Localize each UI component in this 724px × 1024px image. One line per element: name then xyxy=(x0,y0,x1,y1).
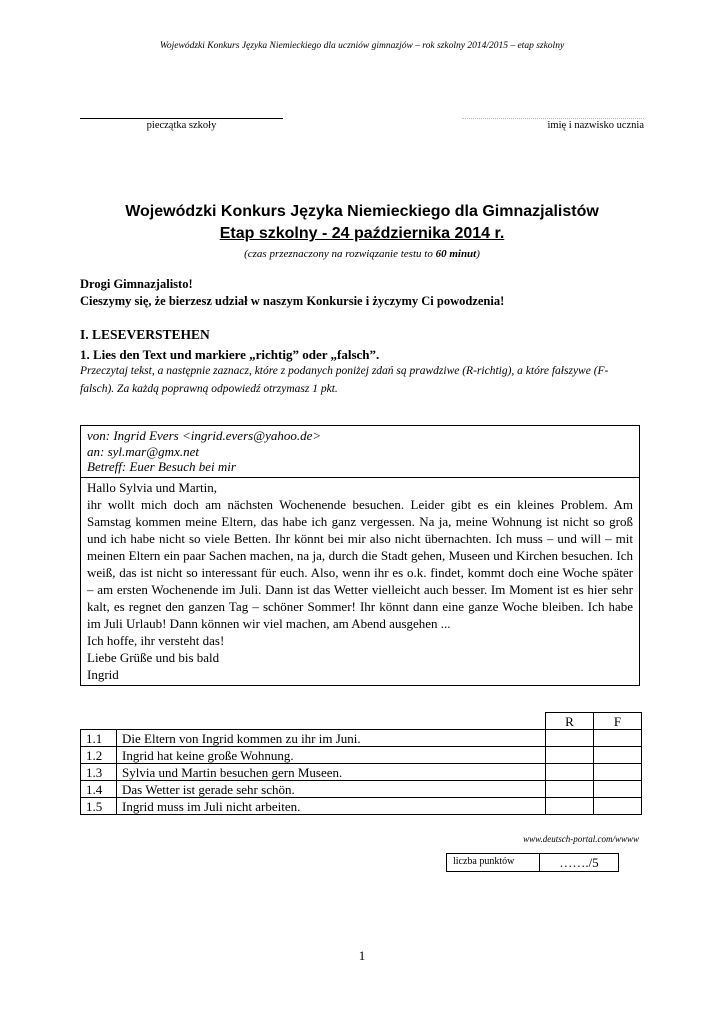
row-number: 1.1 xyxy=(81,730,117,747)
answer-r-cell[interactable] xyxy=(546,798,594,815)
student-name-line xyxy=(462,118,644,119)
answer-table-header xyxy=(81,713,642,730)
task-instruction: Przeczytaj tekst, a następnie zaznacz, które z podanych poniżej zdań są prawdziwe (R-richtig), a które fałszywe (F-falsch). Za każdą poprawną odpowiedź otrzymasz 1 pkt. xyxy=(80,365,609,395)
answer-f-cell[interactable] xyxy=(594,747,642,764)
answer-r-cell[interactable] xyxy=(546,781,594,798)
email-text: ihr wollt mich doch am nächsten Wochenende besuchen. Leider gibt es ein kleines Problem. Am Samstag kommen meine Eltern, das habe ich ganz vergessen. Na ja, meine Wohnung ist nicht so groß und ich habe nicht so viele Betten. Ihr könnt bei mir also nicht übernachten. Ich muss – und will – mit meinen Eltern ein paar Sachen machen, na ja, durch die Stadt gehen, Museen und Kirchen besuchen. Ich weiß, das ist nicht so interessant für euch. Also, wenn ihr es o.k. findet, kommt doch eine Woche später – am ersten Wochenende im Juli. Dann ist das Wetter vielleicht auch besser. Im Moment ist es hier sehr kalt, es regnet den ganzen Tag – schöner Sommer! Ihr könnt dann eine ganze Woche bleiben. Ich habe im Juli Urlaub! Dann können wir viel machen, am Abend ausgehen ... xyxy=(87,496,633,631)
source-site: www.deutsch-portal.com/wwww xyxy=(523,834,639,844)
row-statement: Ingrid hat keine große Wohnung. xyxy=(117,747,546,764)
stage-title-text: Etap szkolny - 24 października 2014 r. xyxy=(219,225,505,242)
email-from: von: Ingrid Evers <ingrid.evers@yahoo.de> xyxy=(87,428,322,443)
row-number: 1.4 xyxy=(81,781,117,798)
email-salutation: Hallo Sylvia und Martin, xyxy=(87,479,217,495)
greeting xyxy=(80,276,504,310)
row-statement: Die Eltern von Ingrid kommen zu ihr im Juni. xyxy=(117,730,546,747)
answer-f-cell[interactable] xyxy=(594,764,642,781)
greeting-line-1: Drogi Gimnazjalisto! xyxy=(80,277,193,291)
time-prefix: (czas przeznaczony na rozwiązanie testu to xyxy=(244,248,436,260)
page-number: 1 xyxy=(358,948,366,963)
email-box xyxy=(80,425,640,686)
table-row xyxy=(81,781,642,798)
time-suffix: ) xyxy=(476,248,480,260)
school-stamp-line xyxy=(80,118,283,119)
section-title: I. LESEVERSTEHEN xyxy=(80,327,210,342)
student-name-label: imię i nazwisko ucznia xyxy=(547,120,644,131)
page-header: Wojewódzki Konkurs Języka Niemieckiego dla uczniów gimnazjów – rok szkolny 2014/2015 – etap szkolny xyxy=(159,41,565,51)
points-label: liczba punktów xyxy=(447,854,540,871)
email-header xyxy=(81,426,639,478)
table-row xyxy=(81,764,642,781)
row-number: 1.5 xyxy=(81,798,117,815)
email-subject: Betreff: Euer Besuch bei mir xyxy=(87,459,236,474)
answer-r-cell[interactable] xyxy=(546,747,594,764)
points-value[interactable]: ……./5 xyxy=(559,855,599,870)
email-to: an: syl.mar@gmx.net xyxy=(87,443,199,459)
time-value: 60 minut xyxy=(435,248,477,260)
table-row xyxy=(81,730,642,747)
answer-f-cell[interactable] xyxy=(594,798,642,815)
answer-table xyxy=(80,712,642,815)
points-box xyxy=(446,853,619,872)
header-blank xyxy=(81,713,546,730)
email-body xyxy=(81,478,639,685)
answer-f-cell[interactable] xyxy=(594,781,642,798)
row-number: 1.2 xyxy=(81,747,117,764)
column-r: R xyxy=(546,713,594,730)
row-statement: Sylvia und Martin besuchen gern Museen. xyxy=(117,764,546,781)
answer-f-cell[interactable] xyxy=(594,730,642,747)
row-number: 1.3 xyxy=(81,764,117,781)
email-signature: Ingrid xyxy=(87,666,119,682)
answer-r-cell[interactable] xyxy=(546,730,594,747)
school-stamp-label: pieczątka szkoły xyxy=(146,120,217,131)
greeting-line-2: Cieszymy się, że bierzesz udział w naszym Konkursie i życzymy Ci powodzenia! xyxy=(80,294,505,308)
email-hope: Ich hoffe, ihr versteht das! xyxy=(87,632,225,648)
column-f: F xyxy=(594,713,642,730)
stage-title xyxy=(0,225,724,243)
contest-title: Wojewódzki Konkurs Języka Niemieckiego dla Gimnazjalistów xyxy=(125,203,599,220)
row-statement: Ingrid muss im Juli nicht arbeiten. xyxy=(117,798,546,815)
table-row xyxy=(81,798,642,815)
answer-r-cell[interactable] xyxy=(546,764,594,781)
email-closing: Liebe Grüße und bis bald xyxy=(87,649,220,665)
time-note xyxy=(0,248,724,260)
task-title: 1. Lies den Text und markiere „richtig” oder „falsch”. xyxy=(80,347,380,362)
table-row xyxy=(81,747,642,764)
row-statement: Das Wetter ist gerade sehr schön. xyxy=(117,781,546,798)
